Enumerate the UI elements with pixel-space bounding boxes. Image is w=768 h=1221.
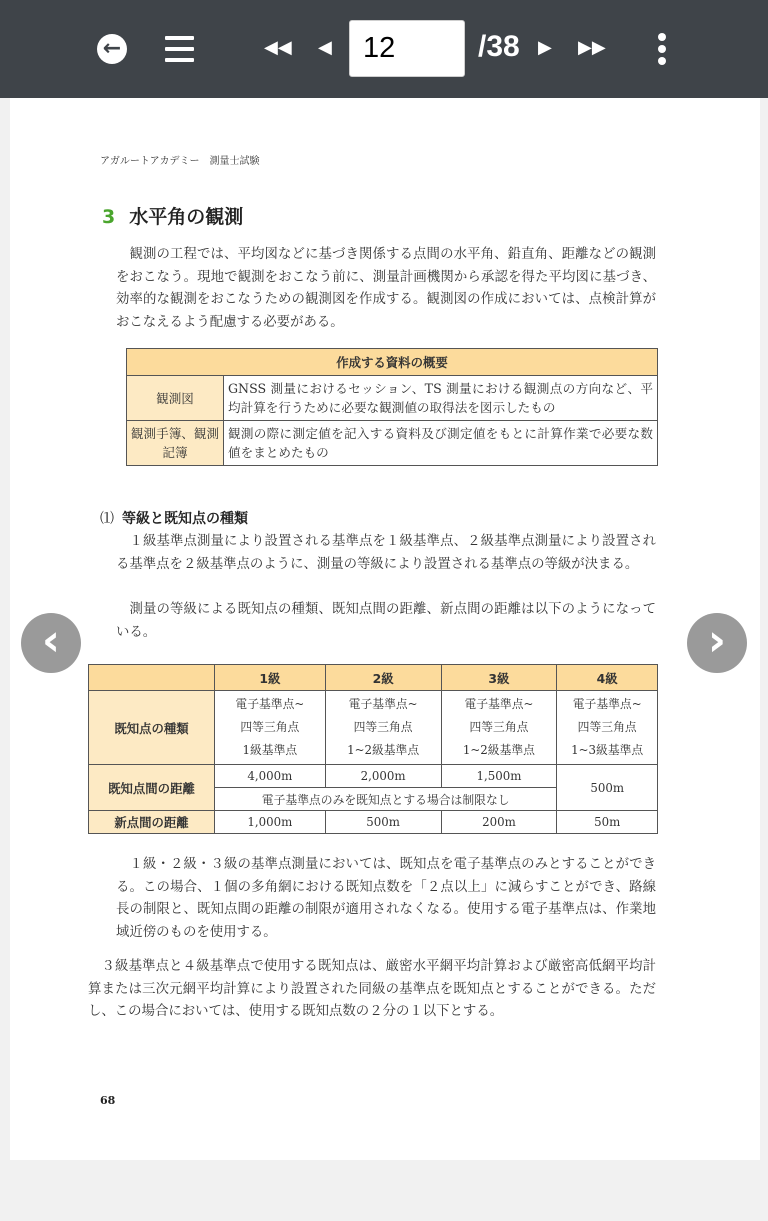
table-header: 3級 [441, 665, 557, 691]
table-cell: 1,500m [441, 765, 557, 788]
subsection-title-text: 等級と既知点の種類 [122, 511, 248, 527]
table-cell [557, 691, 658, 765]
cell-line: 四等三角点 [240, 720, 300, 734]
table-row-label: 観測手簿、観測記簿 [127, 421, 224, 466]
cell-line: 1~3級基準点 [571, 743, 644, 757]
subsection-title [100, 508, 248, 528]
cell-line: 1~2級基準点 [462, 743, 535, 757]
table-header: 2級 [325, 665, 441, 691]
last-page-icon[interactable]: ▶▶ [578, 37, 606, 58]
cell-line: 電子基準点~ [235, 697, 305, 711]
chevron-right-icon[interactable]: › [687, 613, 747, 673]
cell-line: 電子基準点~ [572, 697, 642, 711]
dot [658, 45, 666, 53]
menu-bar [165, 58, 194, 62]
more-options-icon[interactable] [658, 33, 668, 69]
table-cell [441, 691, 557, 765]
table-cell: 4,000m [215, 765, 326, 788]
section-title-text: 水平角の観測 [129, 206, 244, 228]
section-number: 3 [102, 206, 116, 228]
page-number: 68 [100, 1094, 116, 1107]
cell-line: 1~2級基準点 [347, 743, 420, 757]
paragraph: ３級基準点と４級基準点で使用する既知点は、厳密水平網平均計算および厳密高低網平均計算または三次元網平均計算により設置された同級の基準点を既知点とすることができる。ただし、この場合においては、使用する既知点数の２分の１以下とする。 [88, 959, 656, 1019]
paragraph: １級・２級・３級の基準点測量においては、既知点を電子基準点のみとすることができる。この場合、１個の多角網における既知点数を「２点以上」に減らすことができ、路線長の制限と、既知点間の距離の制限が適用されなくなる。使用する電子基準点は、作業地域近傍のものを使用する。 [116, 857, 656, 940]
table-row-label: 既知点間の距離 [89, 765, 215, 811]
cell-line: 1級基準点 [242, 743, 298, 757]
table-row-value: 観測の際に測定値を記入する資料及び測定値をもとに計算作業で必要な数値をまとめたもの [224, 421, 658, 466]
cell-line: 電子基準点~ [464, 697, 534, 711]
running-head: アガルートアカデミー 測量士試験 [100, 156, 260, 167]
dot [658, 57, 666, 65]
table-cell: 1,000m [215, 811, 326, 834]
cell-line: 四等三角点 [353, 720, 413, 734]
page-number-input[interactable] [349, 20, 465, 77]
table-note: 電子基準点のみを既知点とする場合は制限なし [215, 788, 557, 811]
cell-line: 電子基準点~ [348, 697, 418, 711]
table-cell [325, 691, 441, 765]
table-header [89, 665, 215, 691]
intro-paragraph: 観測の工程では、平均図などに基づき関係する点間の水平角、鉛直角、距離などの観測をおこなう。現地で観測をおこなう前に、測量計画機関から承認を得た平均図に基づき、効率的な観測をおこなうための観測図を作成する。観測図の作成においては、点検計算がおこなえるよう配慮する必要がある。 [116, 247, 656, 330]
materials-table [126, 348, 658, 466]
next-page-icon[interactable]: ▶ [538, 37, 552, 58]
subsection-number: ⑴ [100, 511, 114, 527]
table-row-label: 既知点の種類 [89, 691, 215, 765]
table-cell: 500m [325, 811, 441, 834]
table-header: 1級 [215, 665, 326, 691]
previous-page-icon[interactable]: ◀ [318, 37, 332, 58]
reader-toolbar [0, 0, 768, 98]
page-total: /38 [478, 30, 520, 63]
table-row-label: 新点間の距離 [89, 811, 215, 834]
table-cell: 200m [441, 811, 557, 834]
table-header: 4級 [557, 665, 658, 691]
table-row-label: 観測図 [127, 376, 224, 421]
table-row-value: GNSS 測量におけるセッション、TS 測量における観測点の方向など、平均計算を行うために必要な観測値の取得法を図示したもの [224, 376, 658, 421]
document-page [10, 98, 760, 1160]
chevron-left-icon[interactable]: ‹ [21, 613, 81, 673]
cell-line: 四等三角点 [577, 720, 637, 734]
paragraph: １級基準点測量により設置される基準点を１級基準点、２級基準点測量により設置される基準点を２級基準点のように、測量の等級により設置される基準点の等級が決まる。 [116, 534, 656, 572]
table-cell: 2,000m [325, 765, 441, 788]
table-cell: 50m [557, 811, 658, 834]
cell-line: 四等三角点 [469, 720, 529, 734]
menu-icon[interactable] [165, 36, 194, 62]
table-cell [215, 691, 326, 765]
menu-bar [165, 36, 194, 40]
back-icon[interactable]: ← [97, 34, 127, 64]
dot [658, 33, 666, 41]
table-cell: 500m [557, 765, 658, 811]
paragraph: 測量の等級による既知点の種類、既知点間の距離、新点間の距離は以下のようになっている。 [116, 602, 656, 640]
menu-bar [165, 47, 194, 51]
first-page-icon[interactable]: ◀◀ [264, 37, 292, 58]
grade-table [88, 664, 658, 834]
section-title [102, 202, 243, 229]
materials-table-header: 作成する資料の概要 [127, 349, 658, 376]
